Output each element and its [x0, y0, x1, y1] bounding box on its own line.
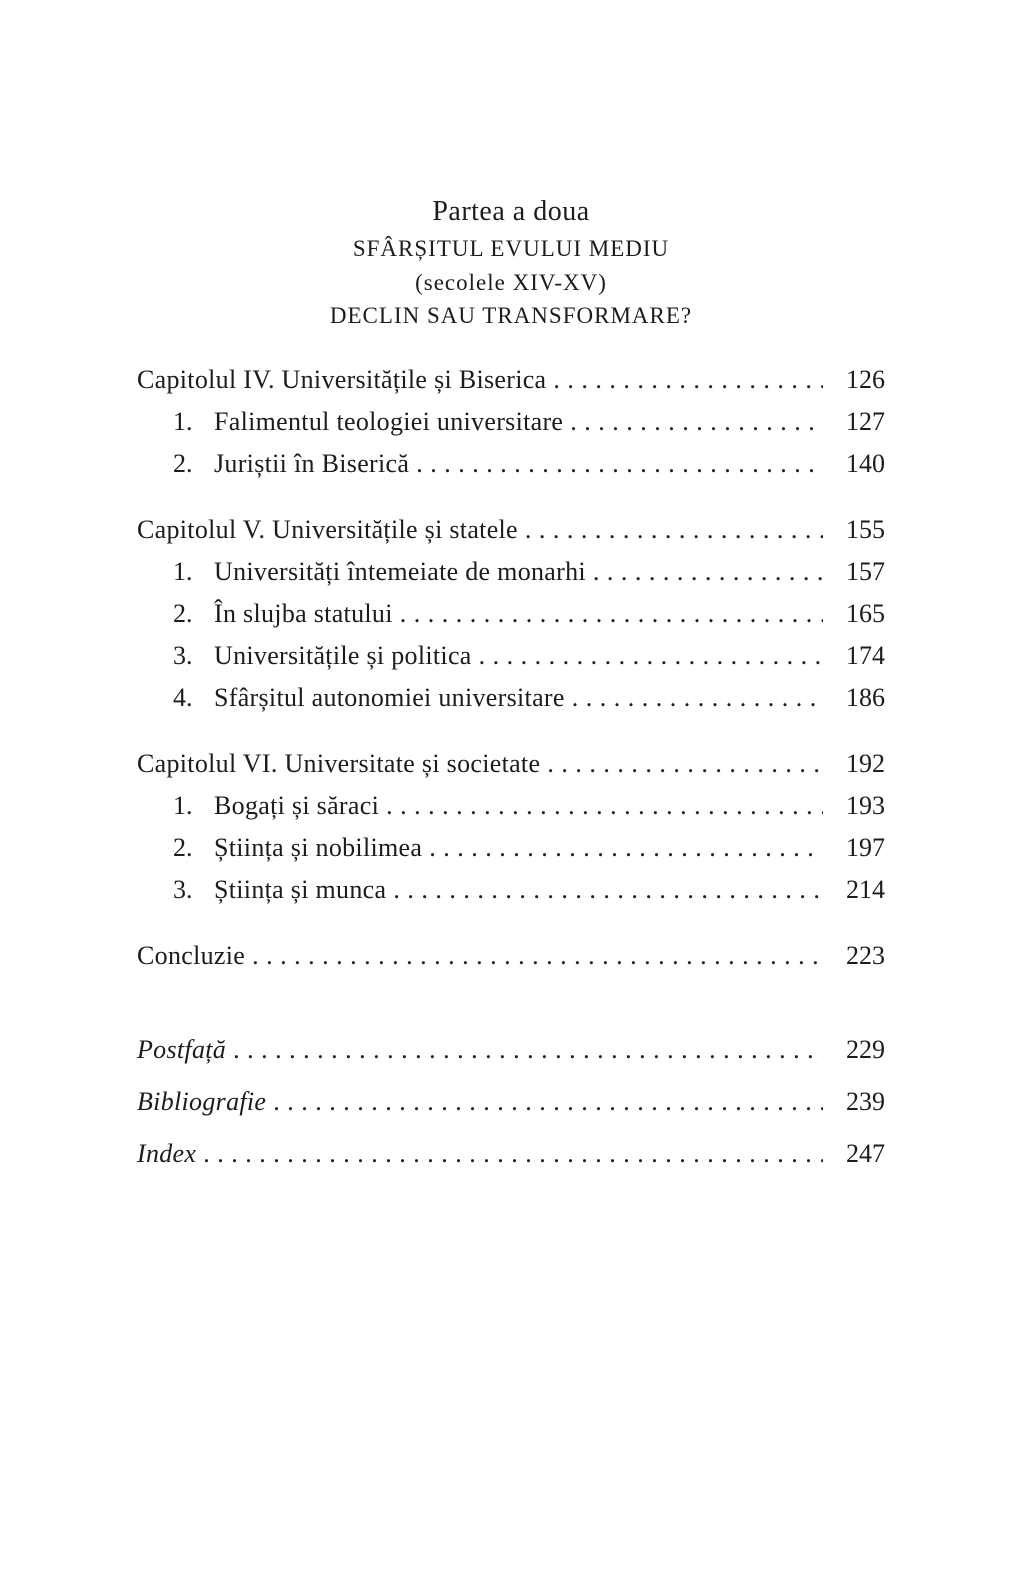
toc-entry-number: 3. — [173, 640, 193, 670]
toc-entry-label: Juriștii în Biserică — [214, 448, 410, 478]
dot-leader — [429, 827, 823, 869]
dot-leader — [416, 443, 823, 485]
toc-entry-label: Bogați și săraci — [214, 790, 380, 820]
part-subtitle-line-3: DECLIN SAU TRANSFORMARE? — [329, 303, 693, 328]
toc-entry-number: 2. — [173, 448, 193, 478]
dot-leader — [525, 509, 823, 551]
page-number: 223 — [846, 940, 885, 970]
toc-entry-label: Sfârșitul autonomiei universitare — [214, 682, 565, 712]
toc-entry-ch5-sub-1 — [137, 551, 885, 593]
dot-leader — [570, 401, 823, 443]
dot-leader — [386, 785, 823, 827]
toc-entry-ch4-sub-2 — [137, 443, 885, 485]
toc-entry-label: Universități întemeiate de monarhi — [214, 556, 586, 586]
dot-leader — [203, 1133, 823, 1175]
toc-entry-label: Capitolul IV. Universitățile și Biserica — [137, 364, 547, 394]
page-number: 127 — [846, 406, 885, 436]
dot-leader — [547, 743, 823, 785]
page-number: 174 — [846, 640, 885, 670]
page-number: 214 — [846, 874, 885, 904]
toc-entry-label: Universitățile și politica — [214, 640, 472, 670]
part-subtitle-line-2: (secolele XIV-XV) — [415, 269, 607, 295]
toc-entry-label: Concluzie — [137, 940, 246, 970]
toc-entry-bibliografie — [137, 1081, 885, 1123]
toc-entry-ch6-sub-3 — [137, 869, 885, 911]
dot-leader — [393, 869, 823, 911]
toc-entry-concluzie — [137, 935, 885, 977]
toc-entry-ch5-sub-2 — [137, 593, 885, 635]
toc-entry-ch4-sub-1 — [137, 401, 885, 443]
page-number: 157 — [846, 556, 885, 586]
page-number: 193 — [846, 790, 885, 820]
toc-entry-index — [137, 1133, 885, 1175]
dot-leader — [553, 359, 823, 401]
toc-entry-number: 1. — [173, 406, 193, 436]
page-number: 192 — [846, 748, 885, 778]
toc-entry-label: Capitolul V. Universitățile și statele — [137, 514, 518, 544]
dot-leader — [593, 551, 823, 593]
toc-entry-label: Știința și nobilimea — [214, 832, 423, 862]
toc-entry-label: Bibliografie — [137, 1086, 267, 1116]
toc-entry-label: Știința și munca — [214, 874, 387, 904]
toc-entry-label: Postfață — [137, 1034, 227, 1064]
dot-leader — [572, 677, 823, 719]
page-number: 247 — [846, 1138, 885, 1168]
toc-entry-label: În slujba statului — [214, 598, 393, 628]
toc-entry-number: 4. — [173, 682, 193, 712]
dot-leader — [252, 935, 823, 977]
toc-entry-label: Falimentul teologiei universitare — [214, 406, 564, 436]
toc-entry-ch6-sub-1 — [137, 785, 885, 827]
page-number: 126 — [846, 364, 885, 394]
toc-entry-chapter-5 — [137, 509, 885, 551]
toc-entry-label: Capitolul VI. Universitate și societate — [137, 748, 541, 778]
toc-entry-ch5-sub-4 — [137, 677, 885, 719]
toc-entry-number: 3. — [173, 874, 193, 904]
page-number: 197 — [846, 832, 885, 862]
part-header — [137, 192, 885, 333]
part-subtitle-line-1: SFÂRȘITUL EVULUI MEDIU — [352, 236, 670, 261]
toc-entry-postfata — [137, 1029, 885, 1071]
dot-leader — [233, 1029, 823, 1071]
page-number: 186 — [846, 682, 885, 712]
dot-leader — [400, 593, 823, 635]
toc-entry-number: 1. — [173, 556, 193, 586]
toc-entry-chapter-4 — [137, 359, 885, 401]
toc-entry-ch6-sub-2 — [137, 827, 885, 869]
dot-leader — [273, 1081, 823, 1123]
toc-entry-number: 2. — [173, 832, 193, 862]
page-number: 140 — [846, 448, 885, 478]
dot-leader — [479, 635, 823, 677]
toc-entry-number: 2. — [173, 598, 193, 628]
toc-entry-chapter-6 — [137, 743, 885, 785]
toc-entry-ch5-sub-3 — [137, 635, 885, 677]
page-number: 229 — [846, 1034, 885, 1064]
page-number: 155 — [846, 514, 885, 544]
table-of-contents — [137, 359, 885, 1175]
toc-entry-label: Index — [137, 1138, 197, 1168]
part-title: Partea a doua — [432, 196, 590, 227]
page-number: 239 — [846, 1086, 885, 1116]
page-number: 165 — [846, 598, 885, 628]
toc-entry-number: 1. — [173, 790, 193, 820]
